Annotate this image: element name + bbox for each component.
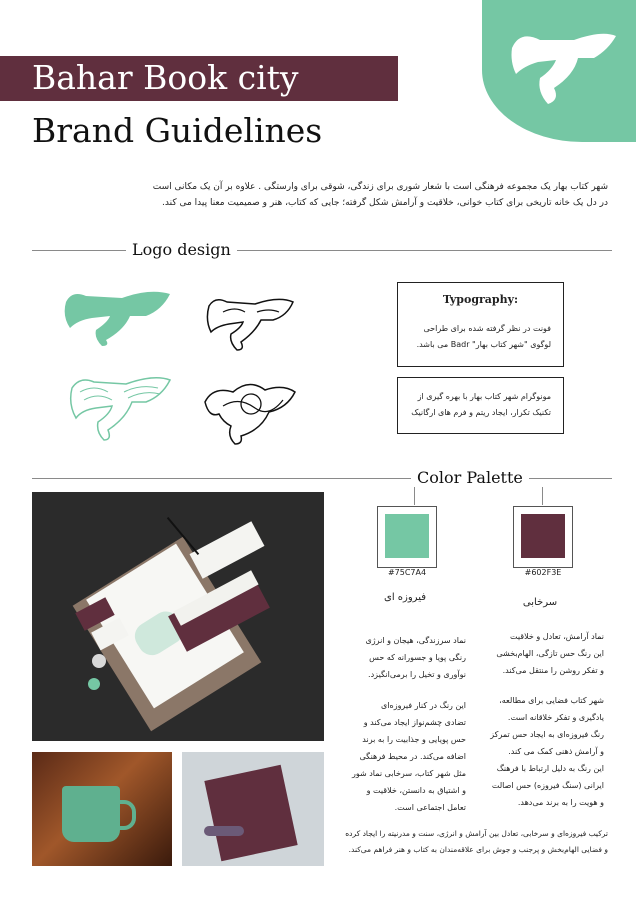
palette-footer (336, 826, 608, 858)
desc-line: مثل شهر کتاب، سرخابی نماد شور (352, 769, 466, 778)
desc-line: حس پویایی و جذابیت را به برند (362, 735, 466, 744)
footer-line: و فضایی الهام‌بخش و پرجنب و جوش برای علاقه‌مندان به کتاب و هنر فراهم می‌کند. (348, 845, 608, 854)
desc-line: و آرامش ذهنی کمک می کند. (508, 747, 604, 756)
cup (62, 786, 120, 842)
monogram-line: مونوگرام شهر کتاب بهار با بهره گیری از (417, 392, 551, 401)
desc-line: نماد سرزندگی، هیجان و انرژی (365, 636, 466, 645)
hex-code: #602F3E (524, 568, 562, 577)
connector-line (542, 487, 543, 505)
palette-section-title: Color Palette (411, 468, 529, 487)
business-card (190, 521, 265, 579)
magenta-description (478, 628, 604, 679)
typography-text (406, 321, 551, 353)
logo-outline-icon (205, 292, 297, 354)
typography-box (397, 282, 564, 367)
connector-line (414, 487, 415, 505)
hex-code: #75C7A4 (387, 568, 427, 577)
monogram-line: تکنیک تکرار، ایجاد ریتم و فرم های ارگانیک (411, 408, 551, 417)
swatch-magenta (513, 506, 573, 568)
brand-title: Bahar Book city (32, 58, 299, 97)
logo-section-title: Logo design (126, 240, 237, 259)
turquoise-description (340, 632, 466, 683)
intro-line: در دل یک خانه تاریخی برای کتاب خوانی، خلاقیت و آرامش شکل گرفته؛ جایی که کتاب، هنر و صمیمیت معنا پیدا می کند. (162, 198, 608, 208)
desc-line: نوآوری و تخیل را برمی‌انگیزد. (368, 670, 466, 679)
desc-line: یادگیری و تفکر خلاقانه است. (507, 713, 604, 722)
bag-mockup-photo (182, 752, 324, 866)
cup-mockup-photo (32, 752, 172, 866)
desc-line: تضادی چشم‌نواز ایجاد می‌کند و (363, 718, 466, 727)
tote-bag (204, 765, 297, 861)
section-divider (32, 250, 612, 251)
guidelines-title: Brand Guidelines (32, 111, 323, 150)
badge-pin (88, 678, 100, 690)
turquoise-description-2 (340, 697, 466, 816)
logo-filled-icon (62, 288, 174, 346)
monogram-box (397, 377, 564, 434)
desc-line: تعامل اجتماعی است. (394, 803, 466, 812)
swatch-color (385, 514, 429, 558)
desc-line: اضافه می‌کند. در محیط فرهنگی (359, 752, 466, 761)
typography-line: فونت در نظر گرفته شده برای طراحی (423, 324, 551, 333)
desc-line: و تفکر روشن را منتقل می‌کند. (502, 666, 604, 675)
typography-line: لوگوی "شهر کتاب بهار" Badr می باشد. (416, 340, 551, 349)
brand-corner (482, 0, 636, 142)
logo-knot-icon (199, 378, 299, 446)
desc-line: شهر کتاب فضایی برای مطالعه، (499, 696, 604, 705)
desc-line: و اشتیاق به دانستن، خلاقیت و (366, 786, 466, 795)
desc-line: رنگ فیروزه‌ای به ایجاد حس تمرکز (490, 730, 604, 739)
desc-line: این رنگ حس تازگی، الهام‌بخشی (496, 649, 604, 658)
monogram-text (406, 389, 551, 421)
badge-pin (92, 654, 106, 668)
stationery-mockup-photo (32, 492, 324, 741)
footer-line: ترکیب فیروزه‌ای و سرخابی، تعادل بین آرامش و انرژی، سنت و مدرنیته را ایجاد کرده (345, 829, 608, 838)
typography-title: Typography: (442, 293, 519, 306)
color-name: سرخابی (522, 597, 558, 608)
logo-linear-icon (68, 372, 174, 444)
desc-line: این رنگ در کنار فیروزه‌ای (381, 701, 466, 710)
intro-paragraph (108, 179, 608, 211)
logo-monogram-icon (482, 0, 636, 142)
desc-line: رنگی پویا و جسورانه که حس (369, 653, 466, 662)
intro-line: شهر کتاب بهار یک مجموعه فرهنگی است با شعار شوری برای زندگی، شوقی برای وارستگی . علاوه بر آن یک مکانی است (152, 182, 608, 192)
swatch-turquoise (377, 506, 437, 568)
magenta-description-2 (478, 692, 604, 811)
desc-line: این رنگ به دلیل ارتباط با فرهنگ (496, 764, 604, 773)
desc-line: نماد آرامش، تعادل و خلاقیت (510, 632, 604, 641)
color-name: فیروزه ای (384, 592, 426, 603)
swatch-color (521, 514, 565, 558)
desc-line: ایرانی (سنگ فیروزه) حس اصالت (491, 781, 604, 790)
lavender (204, 826, 244, 836)
desc-line: و هویت را به برند می‌دهد. (517, 798, 604, 807)
